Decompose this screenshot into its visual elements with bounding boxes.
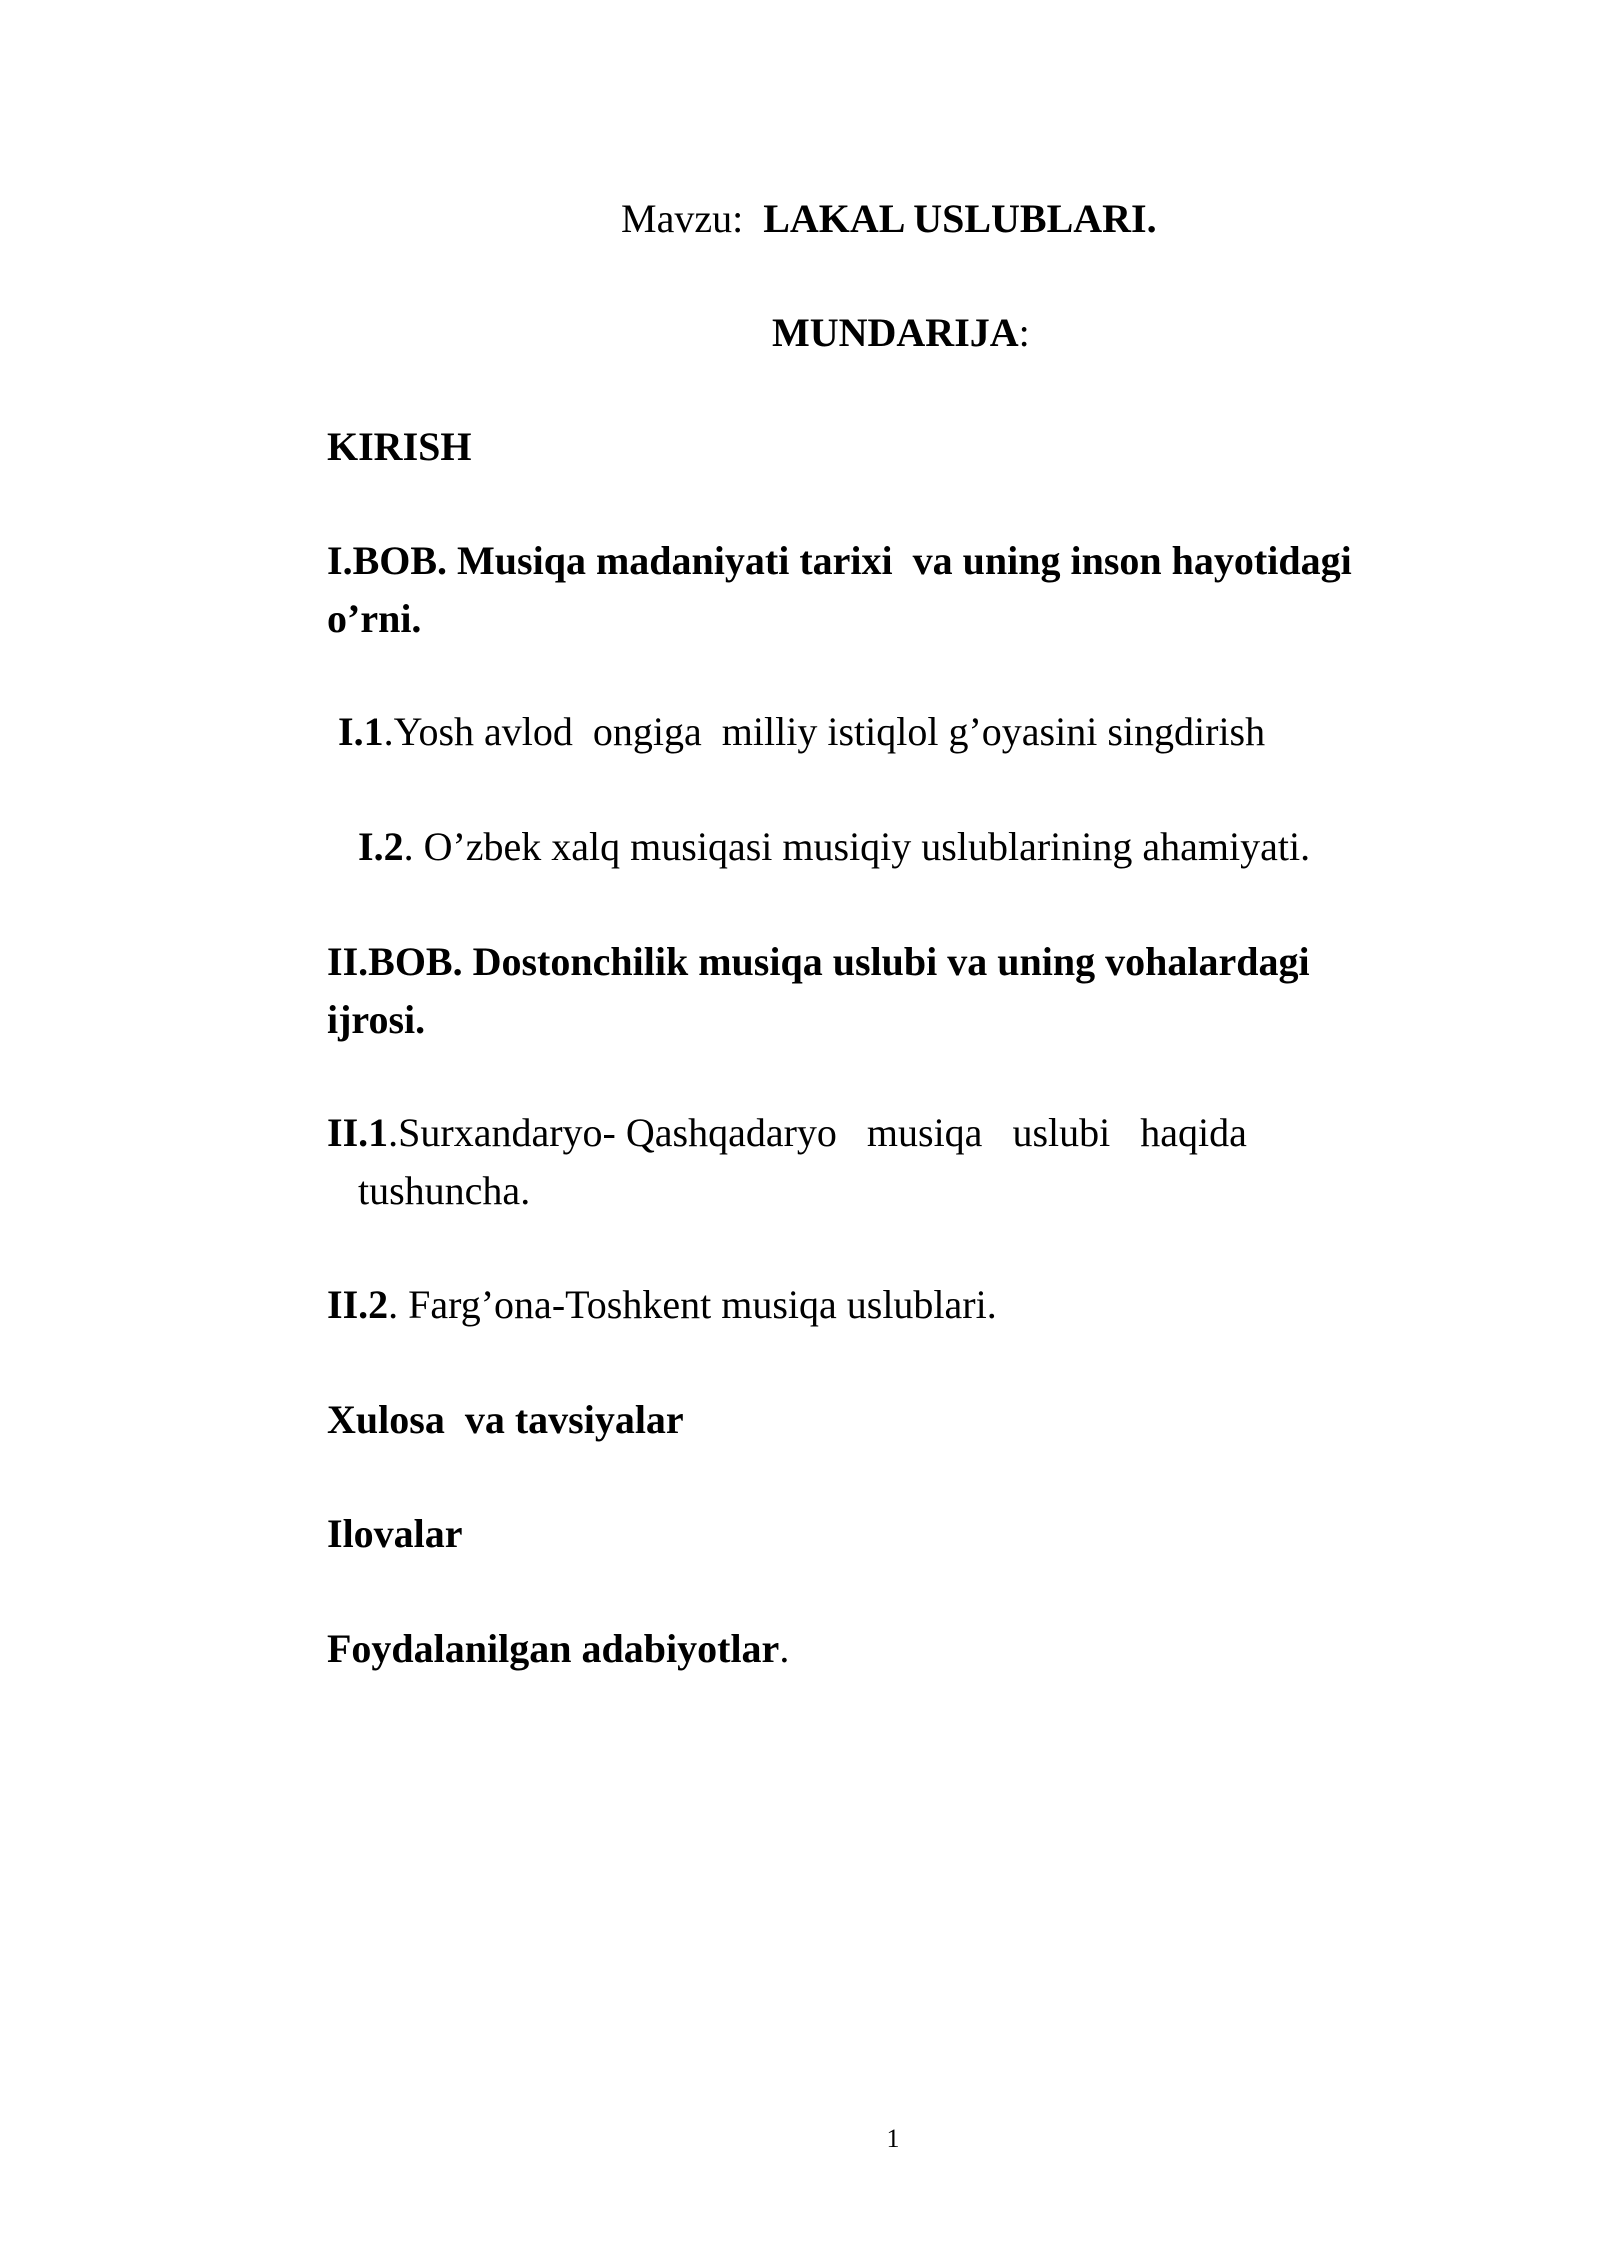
toc-item-i2-text: . O’zbek xalq musiqasi musiqiy uslublarining ahamiyati.	[403, 824, 1311, 869]
toc-item-ilovalar: Ilovalar	[327, 1511, 463, 1556]
toc-item-xulosa: Xulosa va tavsiyalar	[327, 1397, 684, 1442]
toc-item-ii2-number: II.2	[327, 1282, 389, 1327]
toc-item-bob2-line1: II.BOB. Dostonchilik musiqa uslubi va uning vohalardagi	[327, 939, 1310, 984]
toc-item-i2-number: I.2	[358, 824, 404, 869]
toc-item-i1-number: I.1	[338, 709, 384, 754]
toc-item-foydalanilgan-period: .	[779, 1626, 790, 1671]
toc-item-ii1	[327, 1104, 1247, 1162]
toc-item-i2	[358, 818, 1310, 876]
toc-item-i1	[338, 703, 1265, 761]
toc-item-ii2	[327, 1276, 997, 1334]
toc-item-kirish: KIRISH	[327, 424, 472, 469]
toc-item-bob2-line2: ijrosi.	[327, 997, 426, 1042]
toc-item-foydalanilgan	[327, 1620, 789, 1678]
toc-item-foydalanilgan-text: Foydalanilgan adabiyotlar	[327, 1626, 780, 1671]
toc-item-i1-text: .Yosh avlod ongiga milliy istiqlol g’oyasini singdirish	[383, 709, 1266, 754]
page-number: 1	[886, 2124, 900, 2153]
topic-title: LAKAL USLUBLARI.	[763, 196, 1157, 241]
topic-line	[621, 190, 1157, 248]
toc-heading	[772, 304, 1030, 362]
toc-item-bob1-line2: o’rni.	[327, 596, 422, 641]
toc-heading-text: MUNDARIJA	[772, 310, 1019, 355]
toc-heading-colon: :	[1018, 310, 1030, 355]
toc-item-bob1-line1: I.BOB. Musiqa madaniyati tarixi va uning inson hayotidagi	[327, 538, 1352, 583]
toc-item-ii1-text: .Surxandaryo- Qashqadaryo musiqa uslubi haqida	[388, 1110, 1247, 1155]
toc-item-ii2-text: . Farg’ona-Toshkent musiqa uslublari.	[388, 1282, 997, 1327]
toc-item-ii1-number: II.1	[327, 1110, 389, 1155]
topic-label: Mavzu:	[621, 196, 764, 241]
toc-item-ii1-line2: tushuncha.	[358, 1168, 531, 1213]
